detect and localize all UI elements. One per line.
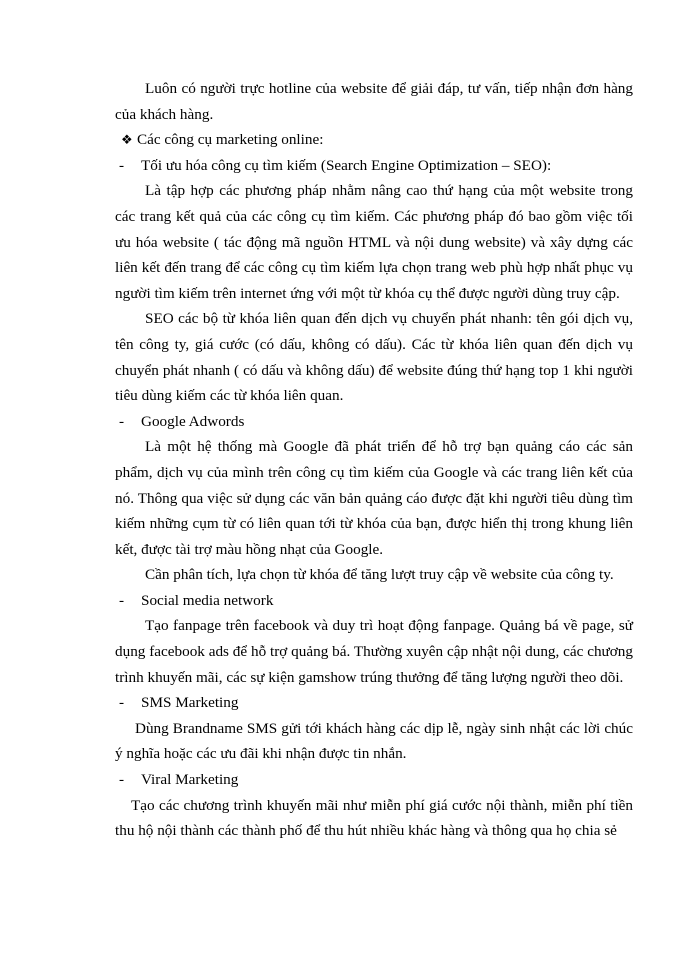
- paragraph-seo-definition: Là tập hợp các phương pháp nhằm nâng cao thứ hạng của một website trong các trang kết quả của các công cụ tìm kiếm. Các phương pháp đó bao gồm việc tối ưu hóa website ( tác động mã nguồn HTML và nội dung website) và xây dựng các liên kết đến trang để các công cụ tìm kiếm lựa chọn trang web phù hợp nhất phục vụ người tìm kiếm trên internet ứng với một từ khóa cụ thể được người dùng truy cập.: [115, 182, 633, 302]
- diamond-bullet-icon: ❖: [121, 132, 133, 148]
- dash-item-adwords-text: Google Adwords: [141, 412, 245, 430]
- dash-bullet-icon: -: [119, 694, 125, 712]
- dash-bullet-icon: -: [119, 591, 125, 609]
- paragraph-social: Tạo fanpage trên facebook và duy trì hoạt động fanpage. Quảng bá về page, sử dụng facebook ads để hỗ trợ quảng bá. Thường xuyên cập nhật nội dung, các chương trình khuyến mãi, các sự kiện gamshow trúng thưởng để tăng lượng người theo dõi.: [115, 617, 633, 686]
- paragraph-hotline: Luôn có người trực hotline của website để giải đáp, tư vấn, tiếp nhận đơn hàng của khách hàng.: [115, 80, 633, 123]
- paragraph-sms: Dùng Brandname SMS gửi tới khách hàng các dịp lễ, ngày sinh nhật các lời chúc ý nghĩa hoặc các ưu đãi khi nhận được tin nhắn.: [115, 719, 633, 763]
- dash-bullet-icon: -: [119, 412, 125, 430]
- paragraph-adwords-definition: Là một hệ thống mà Google đã phát triển để hỗ trợ bạn quảng cáo các sản phẩm, dịch vụ của mình trên công cụ tìm kiếm của Google và các trang liên kết của nó. Thông qua việc sử dụng các văn bản quảng cáo được đặt khi người tiêu dùng tìm kiếm những cụm từ có liên quan tới từ khóa của bạn, được hiển thị trong khung liên kết, được tài trợ màu hồng nhạt của Google.: [115, 438, 633, 558]
- dash-bullet-icon: -: [119, 771, 125, 789]
- paragraph-viral: Tạo các chương trình khuyến mãi như miễn phí giá cước nội thành, miễn phí tiền thu hộ nội thành các thành phố để thu hút nhiều khác hàng và thông qua họ chia sẻ: [115, 796, 633, 840]
- dash-item-viral: [115, 767, 633, 793]
- dash-item-sms: [115, 690, 633, 716]
- bullet-online-tools: [115, 127, 633, 153]
- dash-item-social-text: Social media network: [141, 591, 274, 609]
- document-page: [115, 76, 633, 844]
- dash-bullet-icon: -: [119, 156, 125, 174]
- dash-item-adwords: [115, 409, 633, 435]
- dash-item-sms-text: SMS Marketing: [141, 694, 239, 712]
- dash-item-seo-text: Tối ưu hóa công cụ tìm kiếm (Search Engine Optimization – SEO):: [141, 156, 552, 174]
- dash-item-social: [115, 588, 633, 614]
- paragraph-seo-keywords: SEO các bộ từ khóa liên quan đến dịch vụ chuyển phát nhanh: tên gói dịch vụ, tên công ty, giá cước (có dấu, không có dấu). Các từ khóa liên quan đến dịch vụ chuyển phát nhanh ( có dấu và không dấu) để website đúng thứ hạng top 1 khi người tiêu dùng kiếm các từ khóa liên quan.: [115, 310, 633, 405]
- bullet-online-tools-text: Các công cụ marketing online:: [137, 131, 324, 149]
- paragraph-adwords-keywords: Cần phân tích, lựa chọn từ khóa để tăng lượt truy cập về website của công ty.: [145, 566, 614, 584]
- dash-item-seo: [115, 153, 633, 179]
- dash-item-viral-text: Viral Marketing: [141, 771, 239, 789]
